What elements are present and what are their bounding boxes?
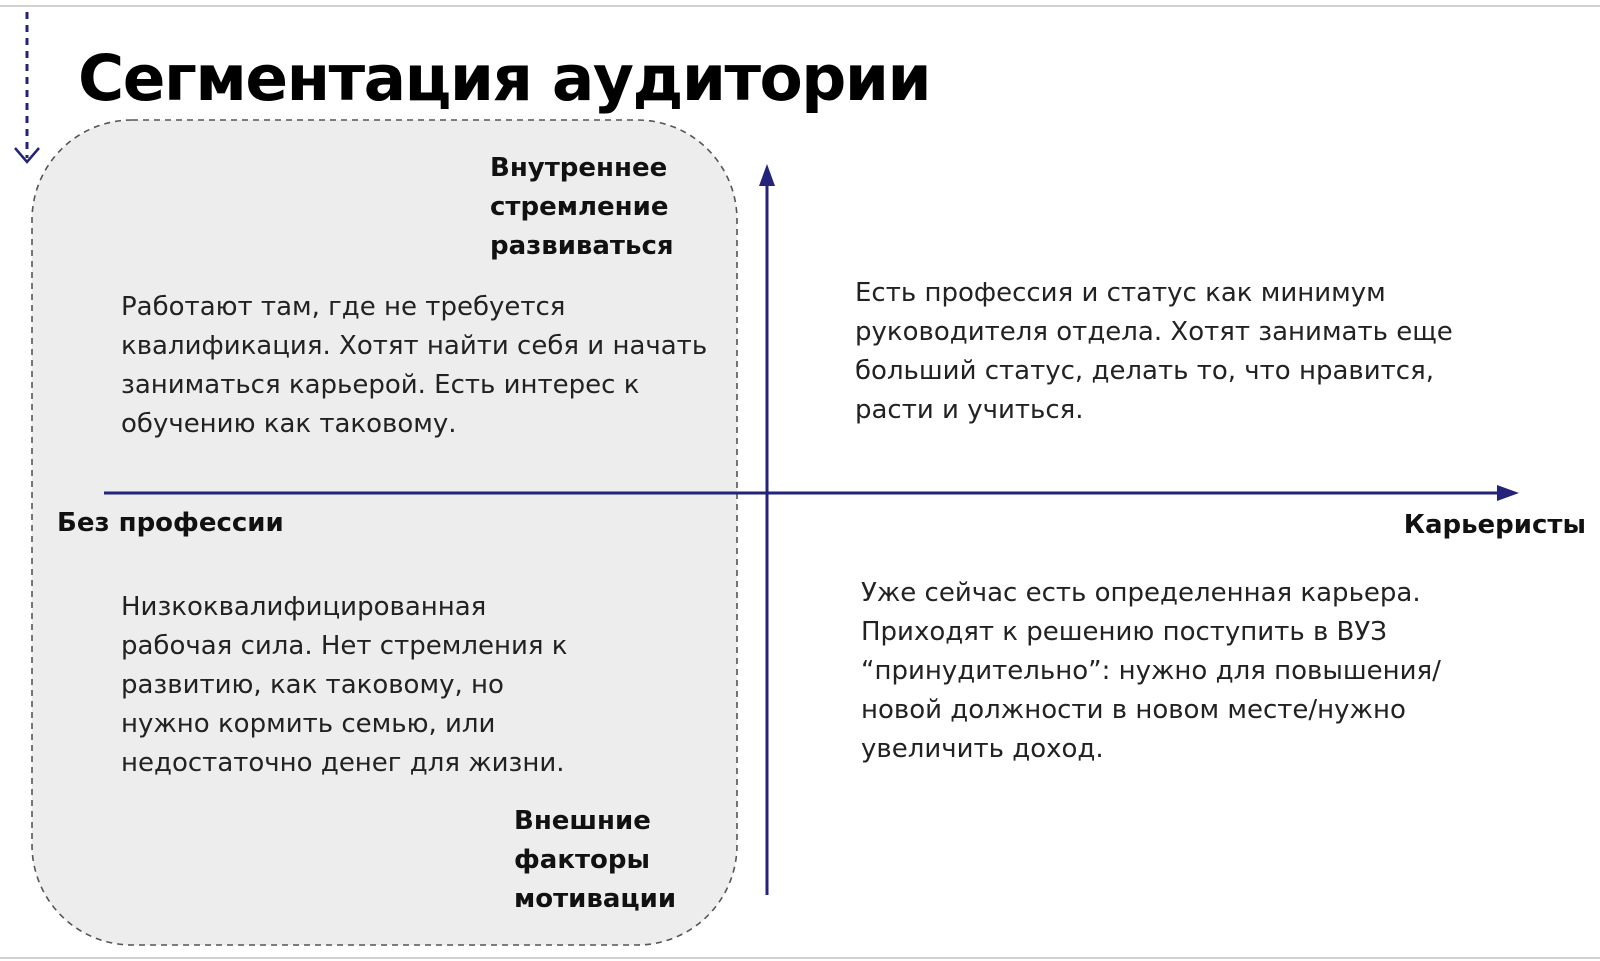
quadrant-top-right-text: Есть профессия и статус как минимум руководителя отдела. Хотят занимать еще больший статус, делать то, что нравится, расти и учиться. [855, 278, 1453, 425]
vertical-axis-arrowhead [759, 164, 775, 186]
slide-title: Сегментация аудитории [78, 42, 931, 115]
x-axis-right-label: Карьеристы [1403, 510, 1586, 540]
y-axis-bottom-label: Внешние факторы мотивации [514, 806, 677, 914]
y-axis-top-label: Внутреннее стремление развиваться [490, 153, 674, 261]
quadrant-top-left-text: Работают там, где не требуется квалификация. Хотят найти себя и начать заниматься карьерой. Есть интерес к обучению как таковому. [121, 292, 708, 439]
x-axis-left-label: Без профессии [57, 508, 284, 538]
quadrant-bottom-left-text: Низкоквалифицированная рабочая сила. Нет стремления к развитию, как таковому, но нужно кормить семью, или недостаточно денег для жизни. [121, 592, 568, 778]
horizontal-axis-arrowhead [1497, 485, 1519, 501]
quadrant-bottom-right-text: Уже сейчас есть определенная карьера. Приходят к решению поступить в ВУЗ “принудительно”: нужно для повышения/новой должности в новом месте/нужно увеличить доход. [861, 578, 1441, 764]
